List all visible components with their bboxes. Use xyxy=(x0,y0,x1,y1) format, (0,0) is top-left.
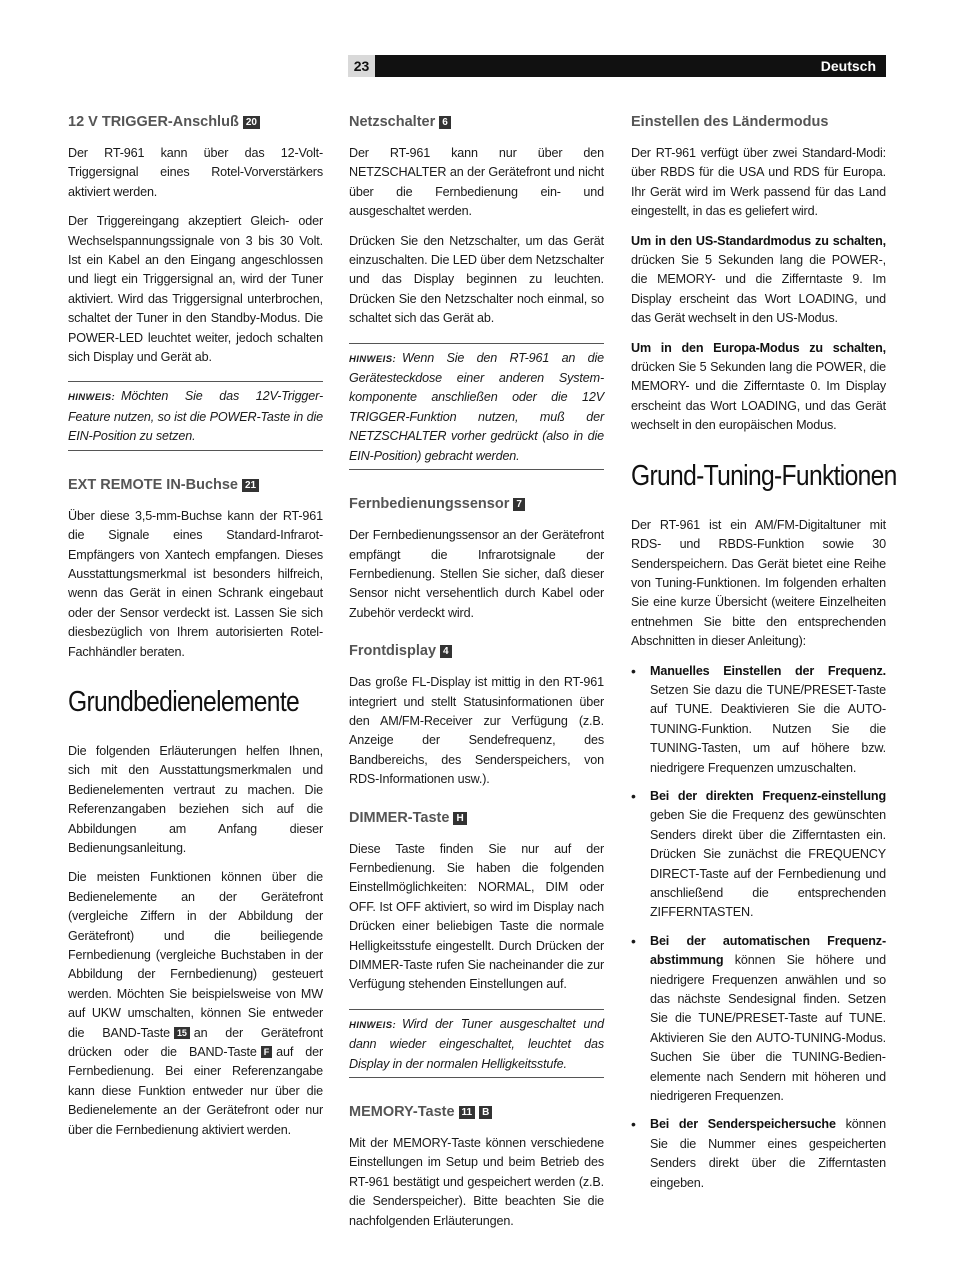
ref-badge: 21 xyxy=(242,479,259,492)
ref-badge: F xyxy=(261,1046,272,1058)
note-text: Wird der Tuner ausgeschaltet und dann wieder eingeschaltet, leuchtet das Display in der normalen Helligkeitsstufe. xyxy=(349,1016,604,1071)
ref-badge: 20 xyxy=(243,116,260,129)
list-item: • Manuelles Einstellen der Frequenz. Setzen Sie dazu die TUNE/PRESET-Taste auf TUNE. Deaktivieren Sie die AUTO-TUNING-Funktion. Nutzen Sie die TUNING-Tasten, um auf höhere bzw. niedrigere Frequenzen umzuschalten. xyxy=(631,662,886,778)
note-text: Möchten Sie das 12V-Trigger-Feature nutzen, so ist die POWER-Taste in die EIN-Position zu setzen. xyxy=(68,389,323,444)
ref-badge: 11 xyxy=(459,1106,476,1119)
netzschalter-heading: Netzschalter 6 xyxy=(349,112,604,132)
paragraph: Über diese 3,5-mm-Buchse kann der RT-961 die Signale eines Standard-Infrarot-Empfängers von Xantech empfangen. Dieses Ausstattungsmerkmal ist besonders hilfreich, wenn das Gerät in einen Schrank eingebaut oder der Sensor verdeckt ist. Lassen Sie sich diesbezüglich von Ihrem autorisierten Rotel-Fachhändler beraten. xyxy=(68,508,323,659)
sensor-heading: Fernbedienungssensor 7 xyxy=(349,494,604,514)
column-left xyxy=(68,112,323,1150)
paragraph: Die meisten Funktionen können über die Bedienelemente an der Gerätefront (vergleiche Ziffern in der Abbildung der Gerätefront) und die beiliegende Fernbedienung (vergleiche Buchstaben in der Abbildung der Fernbedienung) gesteuert werden. Möchten Sie beispielsweise von MW auf UKW umschalten, können Sie entweder die BAND-Taste 15 an der Gerätefront drücken oder die BAND-Taste F auf der Fernbedienung. Bei einer Referenzangabe kann diese Funktion entweder nur über die Bedienelemente an der Gerätefront oder nur über die Fernbedienung aktiviert werden. xyxy=(68,870,323,1137)
page-number: 23 xyxy=(348,55,375,77)
paragraph: Der RT-961 ist ein AM/FM-Digitaltuner mit RDS- und RBDS-Funktion sowie 30 Senderspeichern. Das Gerät bietet eine Reihe von Tuning-Funktionen. Im folgenden erhalten Sie eine kurze Übersicht (weitere Einzelheiten entnehmen Sie bitte den entsprechenden Abschnitten in dieser Anleitung): xyxy=(631,517,886,649)
note-box xyxy=(68,381,323,450)
list-item: • Bei der direkten Frequenz-einstellung geben Sie die Frequenz des gewünschten Senders direkt über die Zifferntasten ein. Drücken Sie zunächst die FREQUENCY DIRECT-Taste auf der Fernbedienung und anschließend die entsprechenden ZIFFERNTASTEN. xyxy=(631,787,886,923)
trigger-heading: 12 V TRIGGER-Anschluß 20 xyxy=(68,112,323,132)
section-title: Grund-Tuning-Funktionen xyxy=(631,459,897,492)
ref-badge: 15 xyxy=(174,1027,190,1039)
feature-list xyxy=(631,662,886,1194)
list-item: • Bei der automatischen Frequenz-abstimmung können Sie höhere und niedrigere Frequenzen anwählen und so das nächste Sendesignal finden. Setzen Sie die TUNE/PRESET-Taste auf TUNE. Aktivieren Sie den AUTO-TUNING-Modus. Suchen Sie über die TUNING-Bedienelemente nach Sendern mit höheren und niedrigeren Frequenzen. xyxy=(631,932,886,1107)
note-text: Wenn Sie den RT-961 an die Gerätesteckdose einer anderen System-komponente anschließen oder die 12V TRIGGER-Funktion nutzen, muß der NETZSCHALTER vorher gedrückt (also in die EIN-Position) gebracht werden. xyxy=(349,350,604,463)
country-mode-heading: Einstellen des Ländermodus xyxy=(631,114,829,130)
paragraph: Um in den US-Standardmodus zu schalten, drücken Sie 5 Sekunden lang die POWER-, die MEMORY- und die Zifferntaste 9. Im Display erscheint das Wort LOADING, und das Gerät wechselt in den US-Modus. xyxy=(631,233,886,326)
paragraph: Der RT-961 kann nur über den NETZSCHALTER an der Gerätefront und nicht über die Fernbedienung ein- und ausgeschaltet werden. xyxy=(349,146,604,219)
paragraph: Der RT-961 verfügt über zwei Standard-Modi: über RBDS für die USA und RDS für Europa. Ihr Gerät wird im Werk passend für das Land eingestellt, in das es geliefert wird. xyxy=(631,146,886,219)
section-title: Grundbedienelemente xyxy=(68,685,300,718)
frontdisplay-heading: Frontdisplay 4 xyxy=(349,641,604,661)
column-right xyxy=(631,112,897,1202)
note-label: HINWEIS: xyxy=(349,1019,397,1031)
note-box xyxy=(349,343,604,470)
paragraph: Der RT-961 kann über das 12-Volt-Triggersignal eines Rotel-Vorverstärkers aktiviert werden. xyxy=(68,146,323,199)
paragraph: Drücken Sie den Netzschalter, um das Gerät einzuschalten. Die LED über dem Netzschalter und das Display beginnen zu leuchten. Drücken Sie den Netzschalter noch einmal, so schaltet sich das Gerät ab. xyxy=(349,233,604,326)
paragraph: Mit der MEMORY-Taste können verschiedene Einstellungen im Setup und beim Betrieb des RT-961 bestätigt und gespeichert werden (z.B. die Senderspeicher). Bitte beachten Sie die nachfolgenden Erläuterungen. xyxy=(349,1136,604,1228)
dimmer-heading: DIMMER-Taste H xyxy=(349,808,604,828)
paragraph: Der Triggereingang akzeptiert Gleich- oder Wechselspannungssignale von 3 bis 30 Volt. Ist ein Kabel an den Eingang angeschlossen und liegt ein Triggersignal an, wird der Tuner aktiviert. Wird das Triggersignal unterbrochen, schaltet der Tuner in den Standby-Modus. Die POWER-LED leuchtet weiter, jedoch schalten sich Display und Gerät ab. xyxy=(68,214,323,365)
page-header xyxy=(348,55,886,77)
paragraph: Der Fernbedienungssensor an der Gerätefront empfängt die Infrarotsignale der Fernbedienung. Stellen Sie sicher, daß dieser Sensor nicht versehentlich durch Kabel oder Zubehör verdeckt wird. xyxy=(349,528,604,620)
ref-badge: 4 xyxy=(440,645,452,658)
note-box xyxy=(349,1009,604,1078)
column-middle xyxy=(349,112,604,1241)
ref-badge: 6 xyxy=(439,116,451,129)
paragraph: Diese Taste finden Sie nur auf der Fernbedienung. Sie haben die folgenden Einstellmöglichkeiten: NORMAL, DIM oder OFF. Ist OFF aktiviert, so wird im Display nach Drücken einer beliebigen Taste die normale Helligkeitsstufe eingestellt. Durch Drücken der DIMMER-Taste rufen Sie nacheinander die zur Verfügung stehenden Einstellungen auf. xyxy=(349,841,604,992)
ref-badge: H xyxy=(453,812,466,825)
paragraph: Die folgenden Erläuterungen helfen Ihnen, sich mit den Ausstattungsmerkmalen und Bedienelementen vertraut zu machen. Die Referenzangaben beziehen sich auf die Abbildungen am Anfang dieser Bedienungsanleitung. xyxy=(68,743,323,855)
paragraph: Um in den Europa-Modus zu schalten, drücken Sie 5 Sekunden lang die POWER, die MEMORY- und die Zifferntaste 0. Im Display erscheint das Wort LOADING, und das Gerät wechselt in den europäischen Modus. xyxy=(631,340,886,433)
ref-badge: B xyxy=(479,1106,492,1119)
ref-badge: 7 xyxy=(513,498,525,511)
ext-remote-heading: EXT REMOTE IN-Buchse 21 xyxy=(68,475,323,495)
language-label: Deutsch xyxy=(820,58,876,74)
paragraph: Das große FL-Display ist mittig in den RT-961 integriert und stellt Statusinformationen über den AM/FM-Receiver zur Verfügung (z.B. Anzeige der Sendefrequenz, des Bandbereichs, des Senderspeichers, von RDS-Informationen usw.). xyxy=(349,675,604,787)
memory-heading: MEMORY-Taste 11 B xyxy=(349,1102,604,1122)
list-item: • Bei der Senderspeichersuche können Sie die Nummer eines gespeicherten Senders direkt über die Zifferntasten eingeben. xyxy=(631,1115,886,1193)
note-label: HINWEIS: xyxy=(68,392,116,404)
note-label: HINWEIS: xyxy=(349,353,397,365)
